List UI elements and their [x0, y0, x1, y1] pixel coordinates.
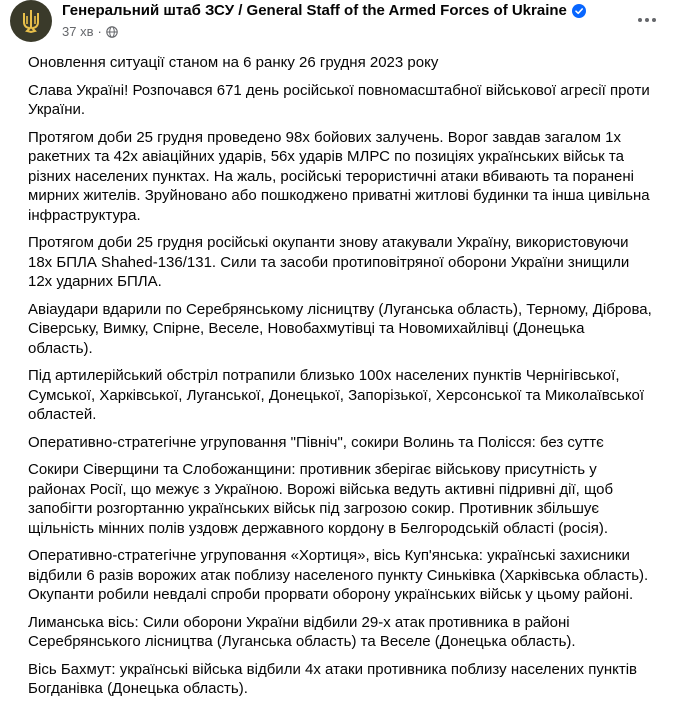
post-paragraph: Сокири Сіверщини та Слобожанщини: противник зберігає військову присутність у районах Росії, що межує з Україною. Ворожі війська ведуть активні підривні дії, щоб запобігти розгортанню українських військ під загрозою сокир. Противник збільшує щільність мінних полів уздовж державного кордону в Белгородській області (росія).: [28, 461, 614, 537]
avatar[interactable]: [10, 0, 52, 42]
post-paragraph: Протягом доби 25 грудня проведено 98х бойових залучень. Ворог завдав загалом 1х ракетних та 42х авіаційних ударів, 56х ударів МЛРС по позиціях українських військ та різних населених пунктах. На жаль, російські терористичні атаки вбивають та поранені мирних жителів. Зруйновано або пошкоджено приватні житлові будинки та інша цивільна інфраструктура.: [28, 128, 650, 224]
post-paragraph: Протягом доби 25 грудня російські окупанти знову атакували Україну, використовуючи 18х БПЛА Shahed-136/131. Сили та засоби протиповітряної оборони України знищили 12х ударних БПЛА.: [28, 234, 630, 290]
globe-icon: [106, 26, 118, 38]
post-meta: [62, 24, 118, 39]
post-paragraph: Оновлення ситуації станом на 6 ранку 26 грудня 2023 року: [28, 54, 439, 71]
more-options-icon: [637, 17, 657, 23]
post-paragraph: Лиманська вісь: Сили оборони України відбили 29-х атак противника в районі Серебрянського лісництва (Луганська область) та Веселе (Донецька область).: [28, 613, 576, 650]
more-options-button[interactable]: [629, 2, 665, 38]
post-paragraph: Під артилерійський обстріл потрапили близько 100х населених пунктів Чернігівської, Сумської, Харківської, Луганської, Донецької, Запорізької, Херсонської та Миколаївської областей.: [28, 367, 645, 423]
post-paragraph: Слава Україні! Розпочався 671 день російської повномасштабної військової агресії проти України.: [28, 81, 650, 118]
trident-emblem-icon: [17, 7, 45, 35]
post-paragraph: Авіаудари вдарили по Серебрянському лісництву (Луганська область), Терному, Діброва, Сіверську, Вимку, Спірне, Веселе, Новобахмутівці та Новомихайлівці (Донецька область).: [28, 300, 652, 357]
separator-dot: ·: [97, 24, 102, 39]
post-body: [28, 53, 653, 707]
post-paragraph: Оперативно-стратегічне угруповання "Північ", сокири Волинь та Полісся: без суттє: [28, 433, 604, 451]
page-name[interactable]: Генеральний штаб ЗСУ / General Staff of the Armed Forces of Ukraine: [62, 2, 567, 19]
verified-badge-icon: [572, 4, 586, 18]
post-paragraph: Оперативно-стратегічне угруповання «Хортиця», вісь Куп'янська: українські захисники відбили 6 разів ворожих атак поблизу населеного пункту Синьківка (Харківська область). Окупанти робили невдалі спроби прорвати оборону українських військ у цьому районі.: [28, 547, 649, 603]
page-name-link[interactable]: [62, 2, 586, 19]
timestamp[interactable]: 37 хв: [62, 24, 94, 39]
post-header: [10, 0, 665, 50]
post-paragraph: Вісь Бахмут: українські війська відбили 4х атаки противника поблизу населених пунктів Богданівка (Донецька область).: [28, 660, 638, 697]
